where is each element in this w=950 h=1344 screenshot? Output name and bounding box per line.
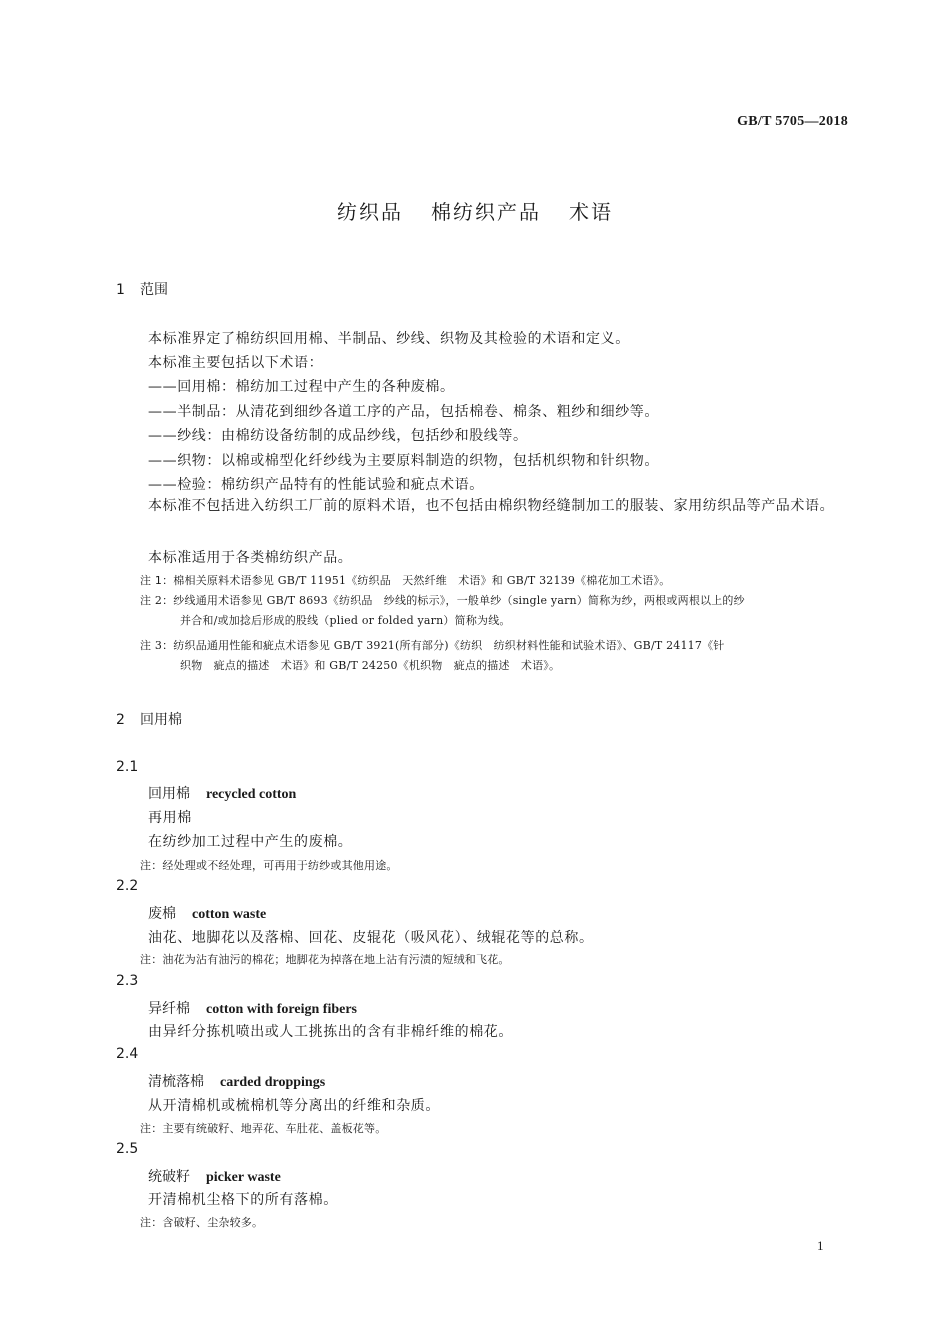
term-definition: 油花、地脚花以及落棉、回花、皮辊花（吸风花）、绒辊花等的总称。 <box>148 930 594 946</box>
term-english: recycled cotton <box>206 787 297 802</box>
term-definition: 在纺纱加工过程中产生的废棉。 <box>148 834 353 850</box>
term-heading <box>148 1071 325 1091</box>
list-item: ——检验：棉纺织产品特有的性能试验和疵点术语。 <box>148 477 484 493</box>
note-label: 注 3： <box>140 639 174 652</box>
list-item: ——回用棉：棉纺加工过程中产生的各种废棉。 <box>148 379 455 395</box>
note-label: 注： <box>140 1122 163 1135</box>
term-number: 2.3 <box>116 973 139 989</box>
term-chinese: 废棉 <box>148 906 176 922</box>
paragraph: 本标准不包括进入纺织工厂前的原料术语，也不包括由棉织物经缝制加工的服装、家用纺织品等产品术语。 <box>148 498 835 514</box>
section-2-heading <box>116 709 182 729</box>
page-number: 1 <box>817 1238 824 1253</box>
section-title: 回用棉 <box>140 712 182 728</box>
term-heading <box>148 998 357 1018</box>
note-text: 纺织品通用性能和疵点术语参见 GB/T 3921(所有部分)《纺织 纺织材料性能和试验术语》、GB/T 24117《针 <box>173 639 725 652</box>
term-note <box>140 951 510 967</box>
section-number: 1 <box>116 282 125 298</box>
list-item: ——织物：以棉或棉型化纤纱线为主要原料制造的织物，包括机织物和针织物。 <box>148 453 659 469</box>
term-note <box>140 1120 386 1136</box>
note <box>140 591 852 631</box>
title-part-3: 术语 <box>569 200 613 224</box>
term-number: 2.4 <box>116 1046 139 1062</box>
note-text: 经处理或不经处理，可再用于纺纱或其他用途。 <box>162 859 398 872</box>
term-heading <box>148 1166 281 1186</box>
note-text: 含破籽、尘杂较多。 <box>162 1216 264 1229</box>
term-number: 2.5 <box>116 1141 139 1157</box>
note-text: 棉相关原料术语参见 GB/T 11951《纺织品 天然纤维 术语》和 GB/T 32139《棉花加工术语》。 <box>173 574 671 587</box>
term-chinese: 统破籽 <box>148 1169 190 1185</box>
note-label: 注： <box>140 859 163 872</box>
standard-number: GB/T 5705—2018 <box>737 114 848 129</box>
term-note <box>140 857 398 873</box>
list-item: ——纱线：由棉纺设备纺制的成品纱线，包括纱和股线等。 <box>148 428 528 444</box>
term-english: cotton waste <box>192 907 267 922</box>
note-label: 注： <box>140 953 163 966</box>
term-english: picker waste <box>206 1170 281 1185</box>
section-number: 2 <box>116 712 125 728</box>
term-english: cotton with foreign fibers <box>206 1002 357 1017</box>
title-part-2: 棉纺织产品 <box>431 200 541 224</box>
term-chinese: 异纤棉 <box>148 1001 190 1017</box>
term-english: carded droppings <box>220 1075 326 1090</box>
document-title <box>0 196 950 225</box>
note-label: 注 2： <box>140 594 174 607</box>
note-text: 油花为沾有油污的棉花；地脚花为掉落在地上沾有污渍的短绒和飞花。 <box>162 953 510 966</box>
term-note <box>140 1214 263 1230</box>
note-label: 注 1： <box>140 574 174 587</box>
term-chinese: 回用棉 <box>148 786 190 802</box>
section-title: 范围 <box>140 282 168 298</box>
term-number: 2.1 <box>116 759 139 775</box>
note <box>140 636 852 676</box>
note-continuation: 织物 疵点的描述 术语》和 GB/T 24250《机织物 疵点的描述 术语》。 <box>180 659 561 672</box>
list-item: ——半制品：从清花到细纱各道工序的产品，包括棉卷、棉条、粗纱和细纱等。 <box>148 404 659 420</box>
section-1-heading <box>116 279 168 299</box>
note <box>140 572 670 588</box>
term-heading <box>148 783 296 803</box>
term-number: 2.2 <box>116 878 139 894</box>
note-text: 纱线通用术语参见 GB/T 8693《纺织品 纱线的标示》，一般单纱（single yarn）简称为纱，两根或两根以上的纱 <box>173 594 745 607</box>
term-definition: 从开清棉机或梳棉机等分离出的纤维和杂质。 <box>148 1098 440 1114</box>
term-heading <box>148 903 266 923</box>
term-synonym: 再用棉 <box>148 810 192 826</box>
term-definition: 由异纤分拣机喷出或人工挑拣出的含有非棉纤维的棉花。 <box>148 1024 513 1040</box>
term-definition: 开清棉机尘格下的所有落棉。 <box>148 1192 338 1208</box>
note-text: 主要有统破籽、地弄花、车肚花、盖板花等。 <box>162 1122 387 1135</box>
term-chinese: 清梳落棉 <box>148 1074 204 1090</box>
paragraph: 本标准主要包括以下术语： <box>148 355 324 371</box>
note-continuation: 并合和/或加捻后形成的股线（plied or folded yarn）简称为线。 <box>180 614 511 627</box>
paragraph: 本标准界定了棉纺织回用棉、半制品、纱线、织物及其检验的术语和定义。 <box>148 331 630 347</box>
note-label: 注： <box>140 1216 163 1229</box>
title-part-1: 纺织品 <box>337 200 403 224</box>
paragraph: 本标准适用于各类棉纺织产品。 <box>148 550 353 566</box>
